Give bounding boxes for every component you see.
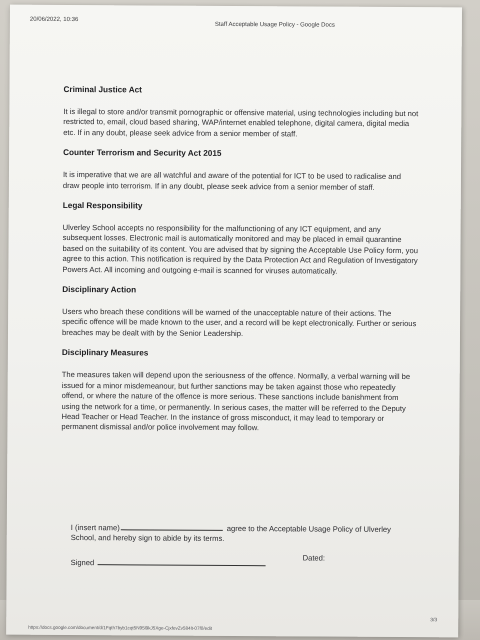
section-heading: Disciplinary Action — [62, 285, 137, 295]
printed-page — [6, 5, 462, 638]
section-body: Users who breach these conditions will be warned of the unacceptable nature of their actions. The specific offence will be made known to the user, and a record will be kept electronically. Further or serious breaches may be dealt with by the Senior Leadership. — [61, 307, 417, 338]
section-body: Ulverley School accepts no responsibility for the malfunctioning of any ICT equipment, and any subsequent losses. Electronic mail is automatically monitored and may be placed in email quarantine based on the suitability of its content. You are advised that by signing the Acceptable Use Policy form, you agree to this action. This notification is required by the Data Protection Act and Regulation of Investigatory Powers Act. All incoming and outgoing e-mail is scanned for viruses automatically. — [62, 222, 418, 276]
section-counter-terrorism — [63, 148, 419, 193]
section-heading: Legal Responsibility — [62, 200, 143, 211]
section-legal-responsibility — [62, 201, 418, 277]
print-doc-title: Staff Acceptable Usage Policy - Google Docs — [214, 21, 335, 29]
section-body: It is imperative that we are all watchful and aware of the potential for ICT to be used to radicalise and draw people into terrorism. If in any doubt, please seek advice from a senior member of staff. — [62, 170, 401, 192]
section-heading: Counter Terrorism and Security Act 2015 — [63, 148, 222, 159]
agreement-block — [71, 523, 431, 546]
section-disciplinary-action — [62, 285, 418, 340]
section-criminal-justice-act — [63, 85, 419, 140]
signed-label: Signed — [70, 558, 95, 568]
section-heading: Criminal Justice Act — [63, 84, 142, 95]
insert-name-label: I (insert name) — [70, 523, 120, 533]
name-blank-line — [121, 523, 223, 531]
section-body: It is illegal to store and/or transmit pornographic or offensive material, using technologies including but not restricted to, email, cloud based sharing, WAP/internet enabled telephone, digital camera, digital media etc. If in any doubt, please seek advice from a senior member of staff. — [63, 106, 419, 139]
signed-row — [71, 558, 266, 568]
section-disciplinary-measures — [61, 348, 418, 435]
document-url: https://docs.google.com/document/d/1Fqth7byb1cqt5N95l9kJ5Xge-CjxfevZv584lt-07f0/edit — [28, 624, 213, 631]
print-date: 20/06/2022, 10:36 — [29, 16, 79, 24]
agree-text: agree to the Acceptable Usage Policy of Ulverley — [226, 523, 391, 534]
agreement-line-2: School, and hereby sign to abide by its terms. — [70, 533, 225, 544]
dated-label: Dated: — [302, 553, 326, 563]
page-number: 3/3 — [430, 617, 438, 624]
signature-blank-line — [97, 558, 265, 566]
section-heading: Disciplinary Measures — [61, 348, 149, 358]
section-body: The measures taken will depend upon the seriousness of the offence. Normally, a verbal warning will be issued for a minor misdemeanour, but further sanctions may be taken against those who repeatedly offend, or where the nature of the offence is more serious. These sanctions include banishment from using the network for a time, or permanently. In serious cases, the matter will be referred to the Deputy Head Teacher or Head Teacher. In the instance of gross misconduct, it may lead to temporary or permanent dismissal and/or police involvement may follow. — [61, 370, 411, 433]
policy-content — [61, 85, 419, 445]
